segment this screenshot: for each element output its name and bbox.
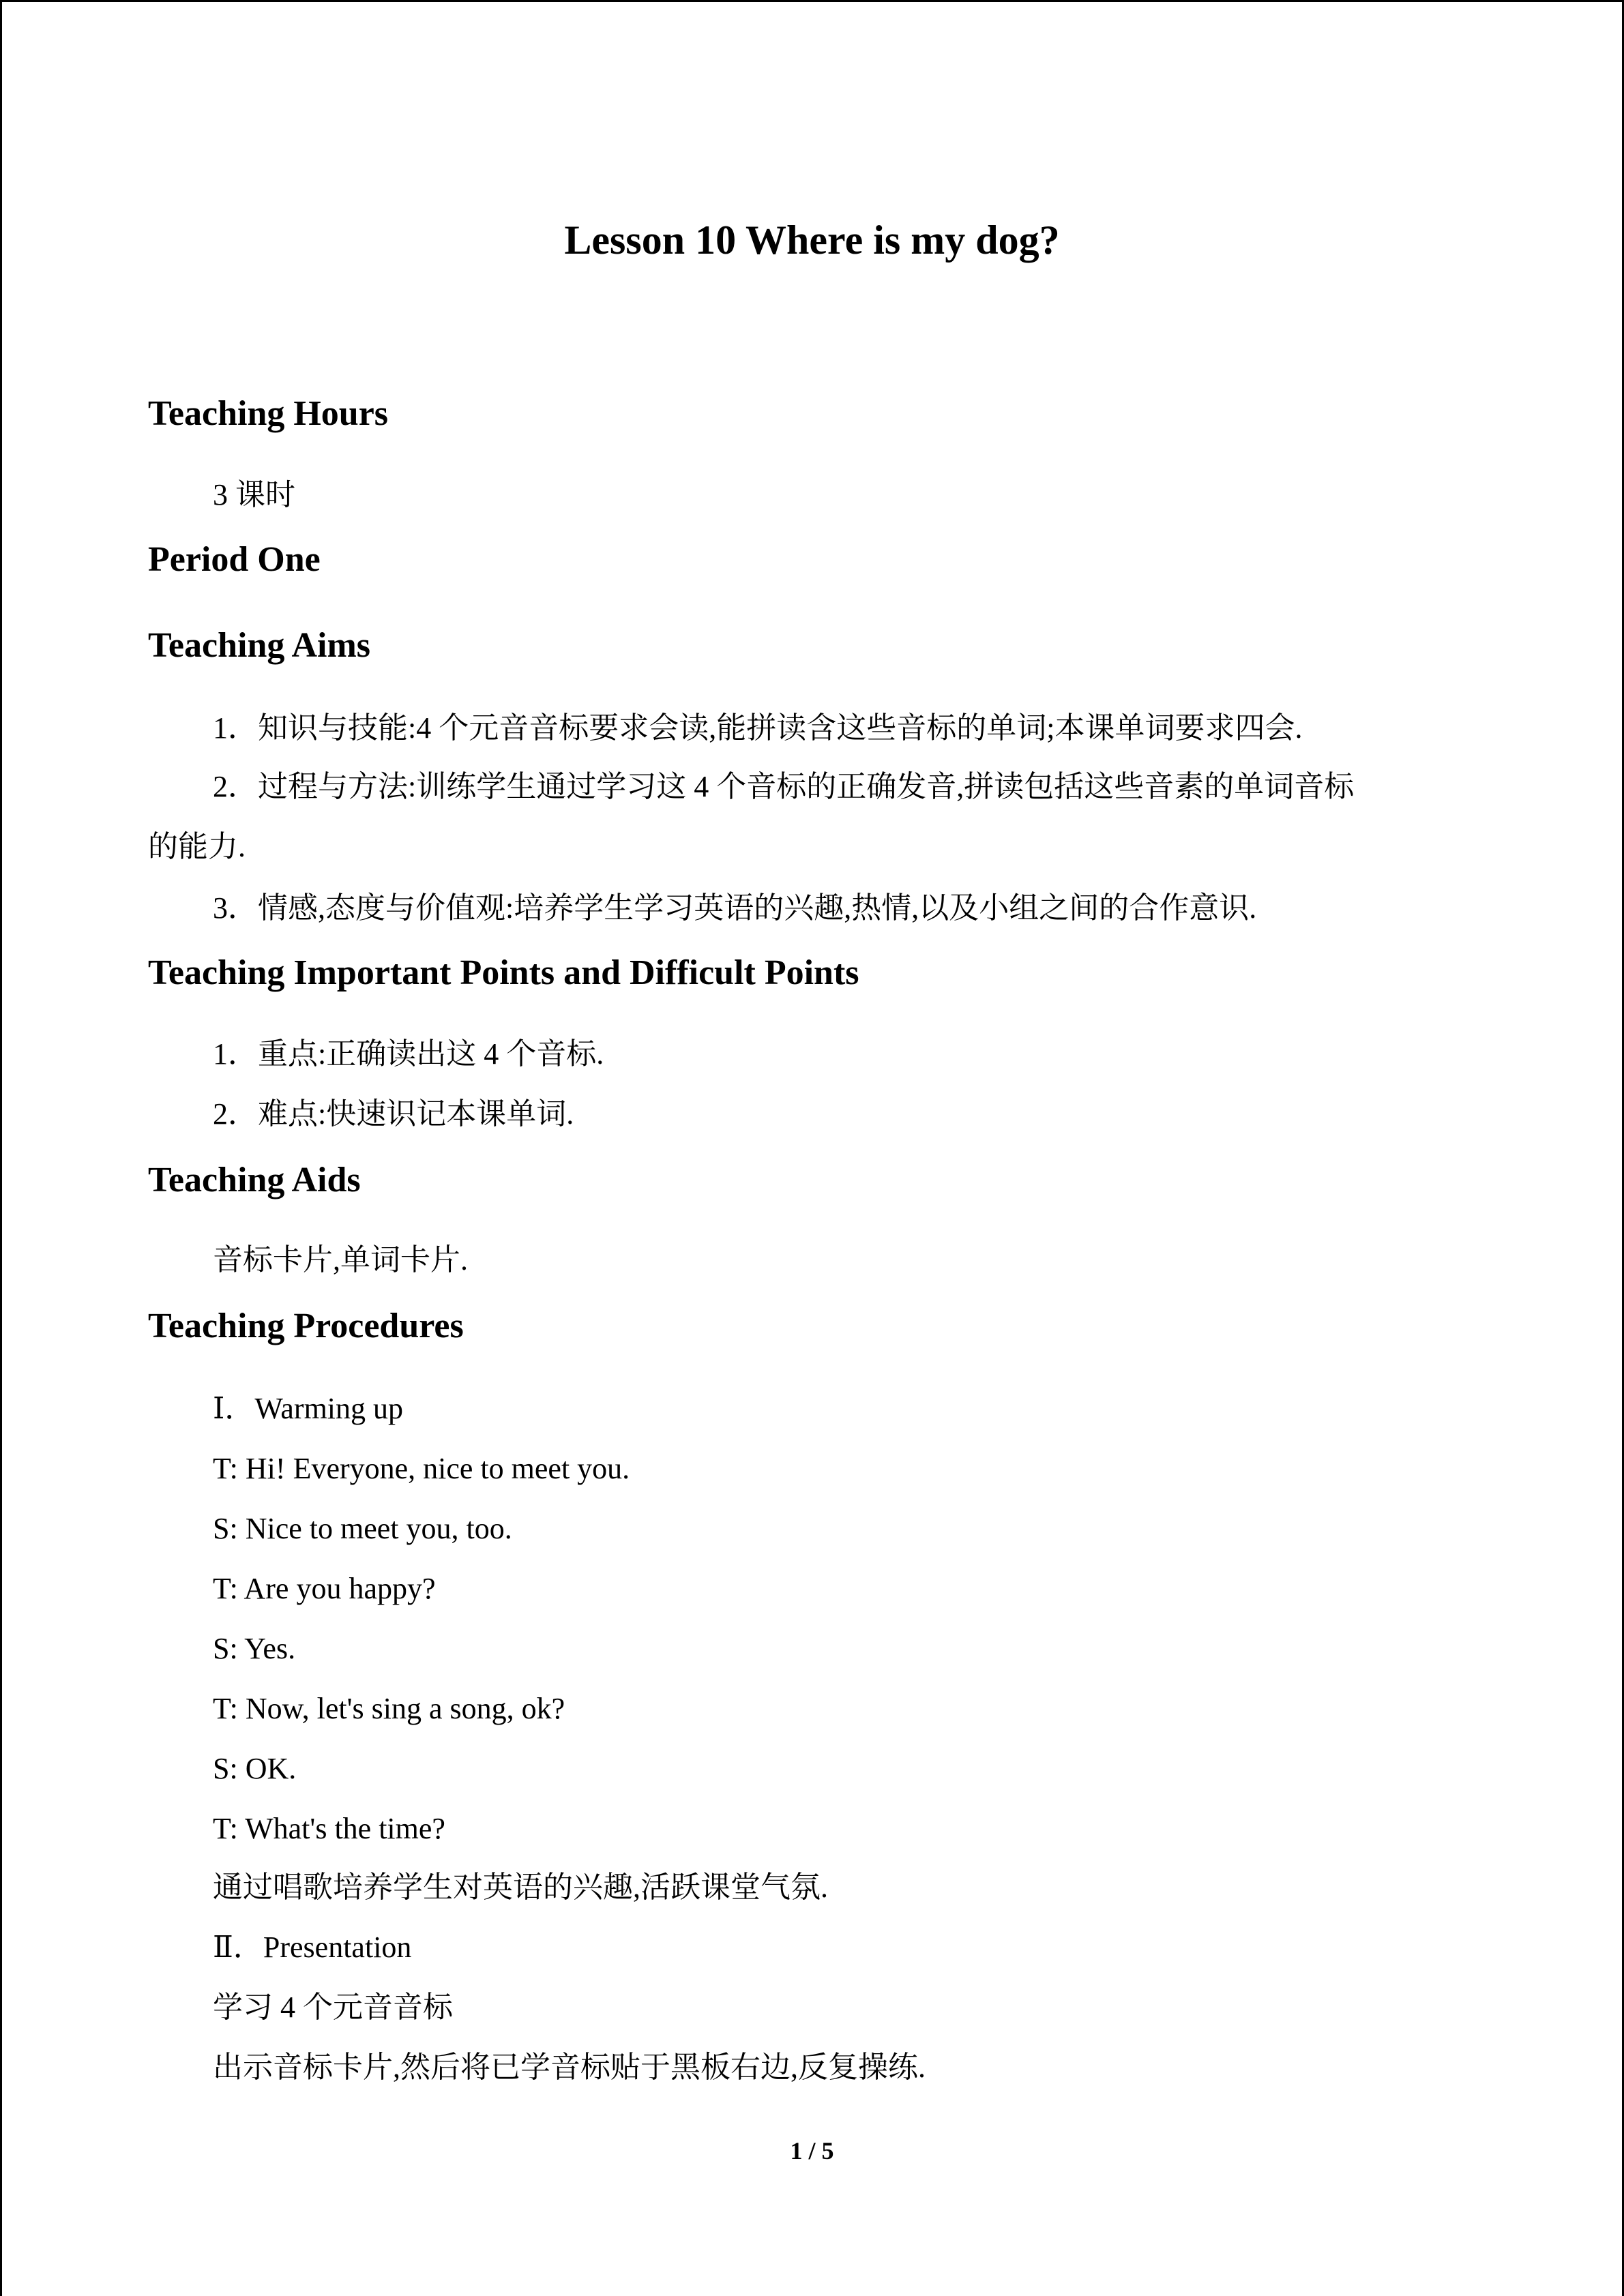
- procedure-line: Ⅰ．Warming up: [213, 1392, 404, 1425]
- aims-item-1: 1．知识与技能:4 个元音音标要求会读,能拼读含这些音标的单词;本课单词要求四会.: [213, 711, 1303, 745]
- heading-teaching-aids: Teaching Aids: [148, 1161, 361, 1199]
- procedure-line: S: Nice to meet you, too.: [213, 1512, 512, 1545]
- page-number: 1 / 5: [790, 2137, 834, 2164]
- teaching-aids-text: 音标卡片,单词卡片.: [213, 1243, 468, 1277]
- procedure-line: 出示音标卡片,然后将已学音标贴于黑板右边,反复操练.: [213, 2051, 926, 2084]
- procedure-line: T: Are you happy?: [213, 1572, 436, 1605]
- procedure-line: 学习 4 个元音音标: [213, 1991, 453, 2024]
- heading-teaching-procedures: Teaching Procedures: [148, 1307, 464, 1345]
- important-point-2: 2．难点:快速识记本课单词.: [213, 1097, 574, 1131]
- procedure-line: Ⅱ．Presentation: [213, 1930, 412, 1964]
- heading-teaching-aims: Teaching Aims: [148, 626, 371, 665]
- procedure-line: T: Now, let's sing a song, ok?: [213, 1692, 565, 1725]
- procedure-line: 通过唱歌培养学生对英语的兴趣,活跃课堂气氛.: [213, 1870, 828, 1904]
- procedure-line: T: Hi! Everyone, nice to meet you.: [213, 1452, 630, 1485]
- procedure-line: S: OK.: [213, 1752, 297, 1785]
- aims-item-2: 2．过程与方法:训练学生通过学习这 4 个音标的正确发音,拼读包括这些音素的单词音标: [213, 770, 1355, 803]
- aims-item-2-continued: 的能力.: [148, 830, 246, 863]
- heading-teaching-hours: Teaching Hours: [148, 394, 389, 433]
- aims-item-3: 3．情感,态度与价值观:培养学生学习英语的兴趣,热情,以及小组之间的合作意识.: [213, 891, 1257, 925]
- teaching-hours-text: 3 课时: [213, 478, 295, 511]
- procedure-line: T: What's the time?: [213, 1812, 445, 1845]
- heading-important-points: Teaching Important Points and Difficult Points: [148, 953, 859, 992]
- document-title: Lesson 10 Where is my dog?: [564, 218, 1060, 263]
- procedure-line: S: Yes.: [213, 1632, 296, 1665]
- important-point-1: 1．重点:正确读出这 4 个音标.: [213, 1037, 604, 1071]
- heading-period-one: Period One: [148, 540, 321, 579]
